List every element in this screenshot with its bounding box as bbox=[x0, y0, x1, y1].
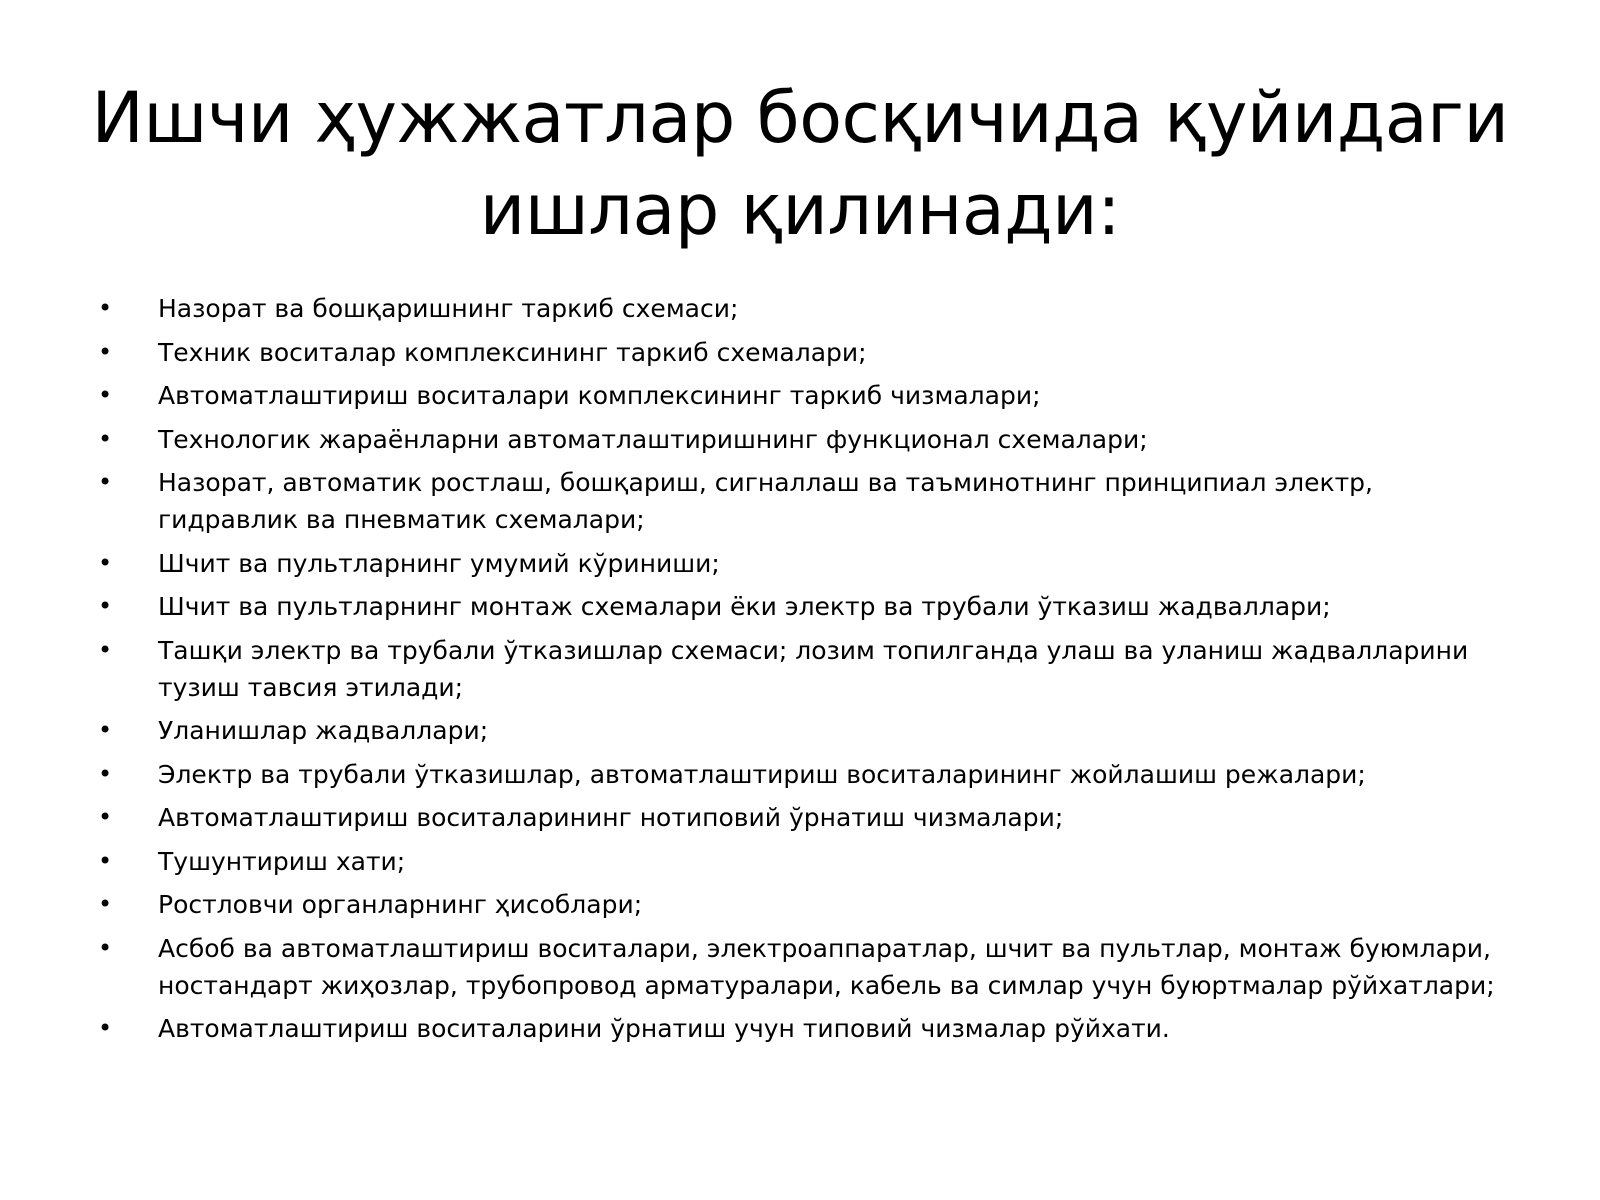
list-item bbox=[98, 334, 1518, 371]
bullet-icon: • bbox=[98, 759, 113, 788]
list-item-text: Ташқи электр ва трубали ўтказишлар схемаси; лозим топилганда улаш ва уланиш жадвалларини тузиш тавсия этилади; bbox=[158, 635, 1469, 702]
list-item-text: Асбоб ва автоматлаштириш воситалари, электроаппаратлар, шчит ва пультлар, монтаж буюмлари, ностандарт жиҳозлар, трубопровод арматуралари, кабель ва симлар учун буюртмалар рўйхатлари; bbox=[158, 933, 1495, 1000]
list-item-text: Технологик жараёнларни автоматлаштиришнинг функционал схемалари; bbox=[158, 424, 1148, 454]
list-item bbox=[98, 377, 1518, 414]
slide-title bbox=[80, 72, 1520, 256]
bullet-icon: • bbox=[98, 890, 113, 918]
bullet-icon: • bbox=[98, 337, 113, 366]
list-item-text: Назорат, автоматик ростлаш, бошқариш, сигналлаш ва таъминотнинг принципиал электр, гидравлик ва пневматик схемалари; bbox=[158, 468, 1373, 534]
bullet-icon: • bbox=[98, 635, 113, 664]
bullet-icon: • bbox=[98, 424, 113, 453]
list-item-text: Уланишлар жадваллари; bbox=[158, 716, 489, 745]
bullet-icon: • bbox=[98, 803, 113, 831]
bullet-icon: • bbox=[98, 1014, 113, 1042]
list-item bbox=[98, 632, 1518, 706]
bullet-icon: • bbox=[98, 716, 113, 744]
title-line-1: Ишчи ҳужжатлар босқичида қуйидаги bbox=[91, 77, 1509, 159]
list-item bbox=[98, 464, 1518, 538]
list-item bbox=[98, 290, 1518, 327]
bullet-icon: • bbox=[98, 381, 113, 409]
bullet-icon: • bbox=[98, 548, 113, 577]
bullet-icon: • bbox=[98, 592, 113, 620]
list-item-text: Техник воситалар комплексининг таркиб схемалари; bbox=[158, 337, 867, 367]
list-item bbox=[98, 843, 1518, 880]
list-item bbox=[98, 712, 1518, 749]
list-item-text: Ростловчи органларнинг ҳисоблари; bbox=[158, 890, 643, 919]
list-item bbox=[98, 799, 1518, 836]
list-item bbox=[98, 545, 1518, 582]
list-item bbox=[98, 930, 1518, 1004]
list-item bbox=[98, 756, 1518, 793]
list-item-text: Электр ва трубали ўтказишлар, автоматлаштириш воситаларининг жойлашиш режалари; bbox=[158, 759, 1366, 789]
list-item-text: Шчит ва пультларнинг умумий кўриниши; bbox=[158, 548, 720, 578]
title-line-2: ишлар қилинади: bbox=[479, 169, 1121, 251]
list-item bbox=[98, 421, 1518, 458]
bullet-icon: • bbox=[98, 294, 113, 322]
bullet-icon: • bbox=[98, 933, 113, 962]
list-item-text: Назорат ва бошқаришнинг таркиб схемаси; bbox=[158, 294, 739, 323]
list-item-text: Автоматлаштириш воситалари комплексининг таркиб чизмалари; bbox=[158, 381, 1041, 410]
bullet-icon: • bbox=[98, 846, 113, 875]
list-item-text: Автоматлаштириш воситаларини ўрнатиш учун типовий чизмалар рўйхати. bbox=[158, 1014, 1170, 1043]
list-item-text: Автоматлаштириш воситаларининг нотиповий ўрнатиш чизмалари; bbox=[158, 803, 1064, 832]
list-item bbox=[98, 886, 1518, 923]
list-item-text: Шчит ва пультларнинг монтаж схемалари ёки электр ва трубали ўтказиш жадваллари; bbox=[158, 592, 1331, 621]
list-item bbox=[98, 588, 1518, 625]
list-item bbox=[98, 1010, 1518, 1047]
list-item-text: Тушунтириш хати; bbox=[158, 846, 406, 876]
bullet-list bbox=[98, 290, 1518, 1054]
bullet-icon: • bbox=[98, 468, 113, 496]
